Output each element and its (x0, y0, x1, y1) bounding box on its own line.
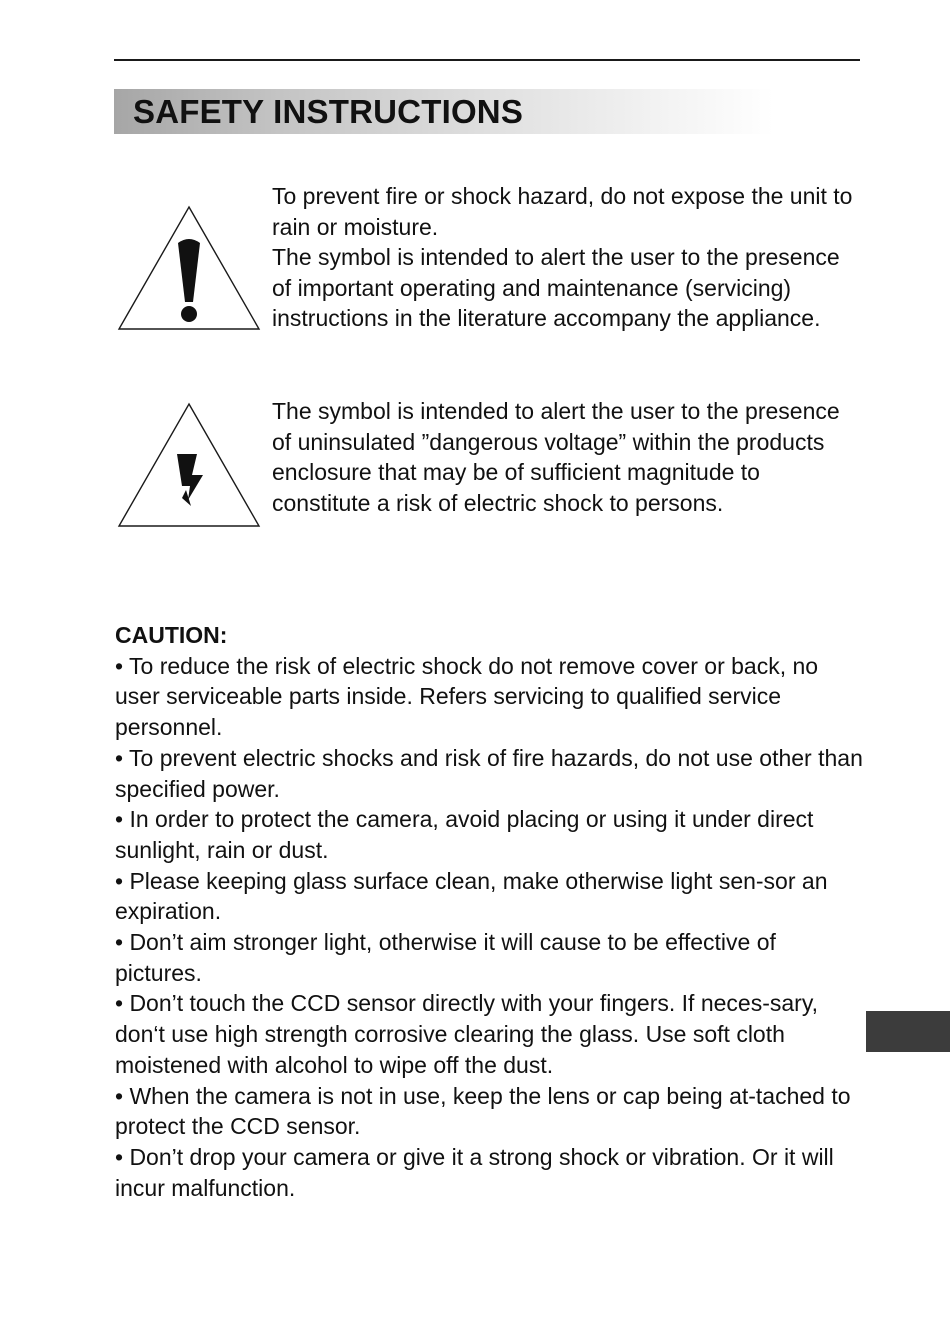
caution-item: • Don’t drop your camera or give it a strong shock or vibration. Or it will incur malfunction. (115, 1143, 834, 1201)
caution-section (115, 620, 865, 1203)
caution-item: • Don’t aim stronger light, otherwise it will cause to be effective of pictures. (115, 929, 776, 986)
title-bar (114, 89, 774, 134)
page-title: SAFETY INSTRUCTIONS (133, 93, 524, 130)
warning-text-general: To prevent fire or shock hazard, do not expose the unit to rain or moisture. The symbol is intended to alert the user to the presence of important operating and maintenance (servicing) instructions in the literature accompany the appliance. (272, 183, 853, 332)
caution-item: • When the camera is not in use, keep the lens or cap being at-tached to protect the CCD sensor. (115, 1082, 851, 1140)
caution-item: • Please keeping glass surface clean, make otherwise light sen-sor an expiration. (115, 867, 828, 925)
caution-item: • Don’t touch the CCD sensor directly with your fingers. If neces-sary, don‘t use high strength corrosive clearing the glass. Use soft cloth moistened with alcohol to wipe off the dust. (115, 990, 819, 1078)
caution-item: • To prevent electric shocks and risk of fire hazards, do not use other than specified power. (115, 744, 863, 802)
warning-text-voltage: The symbol is intended to alert the user to the presence of uninsulated ”dangerous voltage” within the products enclosure that may be of sufficient magnitude to constitute a risk of electric shock to persons. (272, 398, 840, 516)
exclamation-triangle-icon (116, 205, 262, 333)
lightning-triangle-icon (116, 402, 262, 530)
caution-item: • To reduce the risk of electric shock do not remove cover or back, no user serviceable parts inside. Refers servicing to qualified service personnel. (115, 652, 819, 741)
top-rule (114, 59, 860, 61)
caution-list (115, 651, 865, 1204)
caution-heading: CAUTION: (115, 622, 228, 648)
section-tab-marker (866, 1011, 950, 1052)
caution-item: • In order to protect the camera, avoid placing or using it under direct sunlight, rain or dust. (115, 806, 814, 863)
